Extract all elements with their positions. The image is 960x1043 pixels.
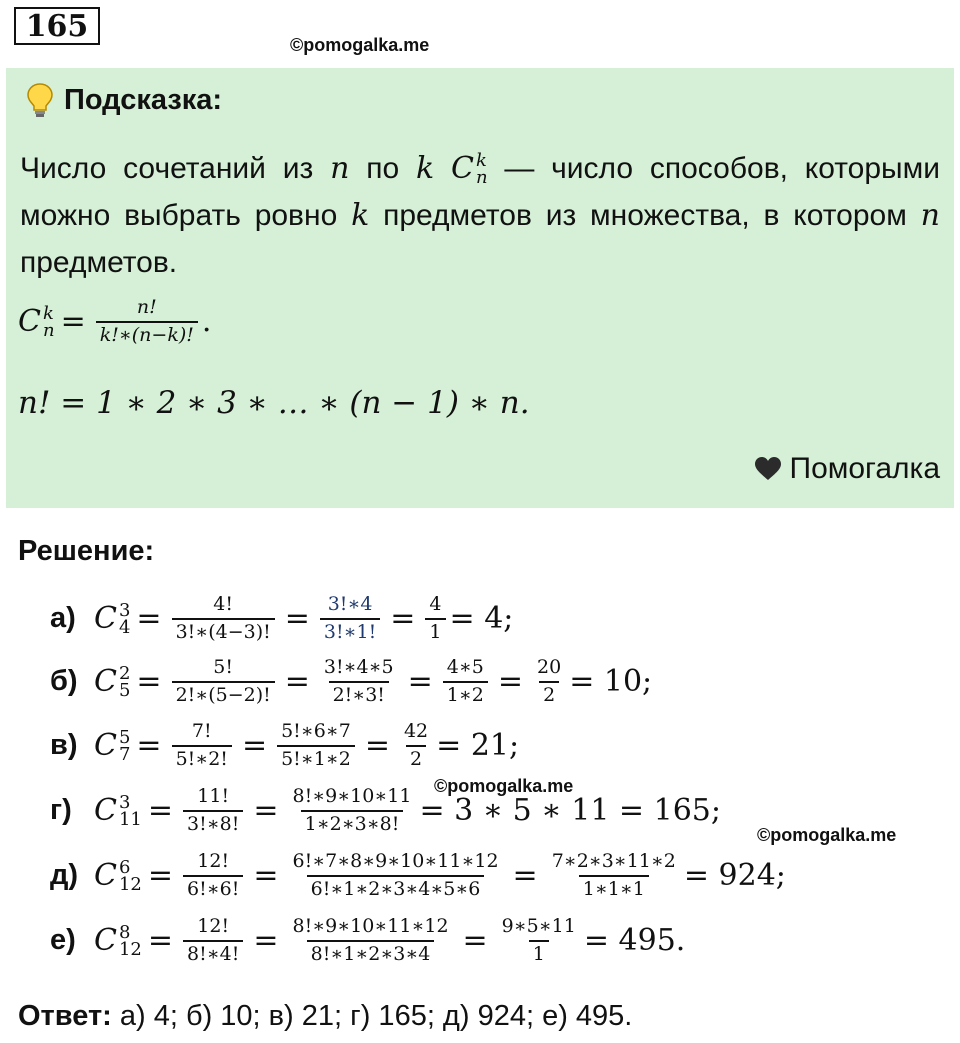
hint-paragraph: Число сочетаний из n по k C k n — число способов, которыми можно выбрать ровно k предметов из множества, в котором n предметов. — [20, 145, 940, 286]
watermark: ©pomogalka.me — [434, 776, 574, 796]
solution-row-e: е) C 8 12 = $\frac{12!}{8!∗4!}$ = $\frac{8!∗9∗10∗11∗12}{8!∗1∗2∗3∗4}$ = $\frac{9∗5∗11}{1}$ = 495. — [50, 915, 686, 965]
combination-formula: C k n = $\frac{n!}{k!∗(n-k)!}$ . — [18, 296, 212, 346]
hint-title — [26, 82, 222, 118]
watermark: ©pomogalka.me — [290, 35, 430, 55]
solution-title: Решение: — [18, 535, 155, 567]
hint-box — [6, 68, 954, 508]
solution-row-b: б) C 2 5 = $\frac{5!}{2!∗(5-2)!}$ = $\frac{3!∗4∗5}{2!∗3!}$ = $\frac{4∗5}{1∗2}$ = $\frac{20}{2}$ = 10; — [50, 656, 653, 706]
answer-text: а) 4; б) 10; в) 21; г) 165; д) 924; е) 495. — [111, 1000, 633, 1032]
combination-symbol: C k n — [450, 149, 488, 188]
factorial-formula: n! = 1 ∗ 2 ∗ 3 ∗ … ∗ (n − 1) ∗ n. — [18, 385, 530, 421]
answer-line — [18, 1000, 632, 1033]
solution-row-d: д) C 6 12 = $\frac{12!}{6!∗6!}$ = $\frac{6!∗7∗8∗9∗10∗11∗12}{6!∗1∗2∗3∗4∗5∗6}$ = $\frac{7∗2∗3∗11∗2}{1∗1∗1}$ = 924; — [50, 850, 786, 900]
answer-label: Ответ: — [18, 1000, 112, 1032]
heart-icon — [754, 456, 782, 482]
solution-row-a: а) C 3 4 = $\frac{4!}{3!∗(4-3)!}$ = $\frac{3!∗4}{3!∗1!}$ = $\frac{4}{1}$ = 4; — [50, 593, 514, 643]
solution-row-g: г) C 3 11 = $\frac{11!}{3!∗8!}$ = $\frac{8!∗9∗10∗11}{1∗2∗3∗8!}$ = 3 ∗ 5 ∗ 11 = 165; — [50, 785, 721, 835]
task-number: 165 — [14, 7, 100, 45]
lightbulb-icon — [26, 82, 54, 118]
watermark: ©pomogalka.me — [757, 825, 897, 845]
hint-title-text: Подсказка: — [64, 83, 223, 116]
brand-signature: Помогалка — [754, 452, 941, 486]
solution-row-v: в) C 5 7 = $\frac{7!}{5!∗2!}$ = $\frac{5!∗6∗7}{5!∗1∗2}$ = $\frac{42}{2}$ = 21; — [50, 720, 520, 770]
